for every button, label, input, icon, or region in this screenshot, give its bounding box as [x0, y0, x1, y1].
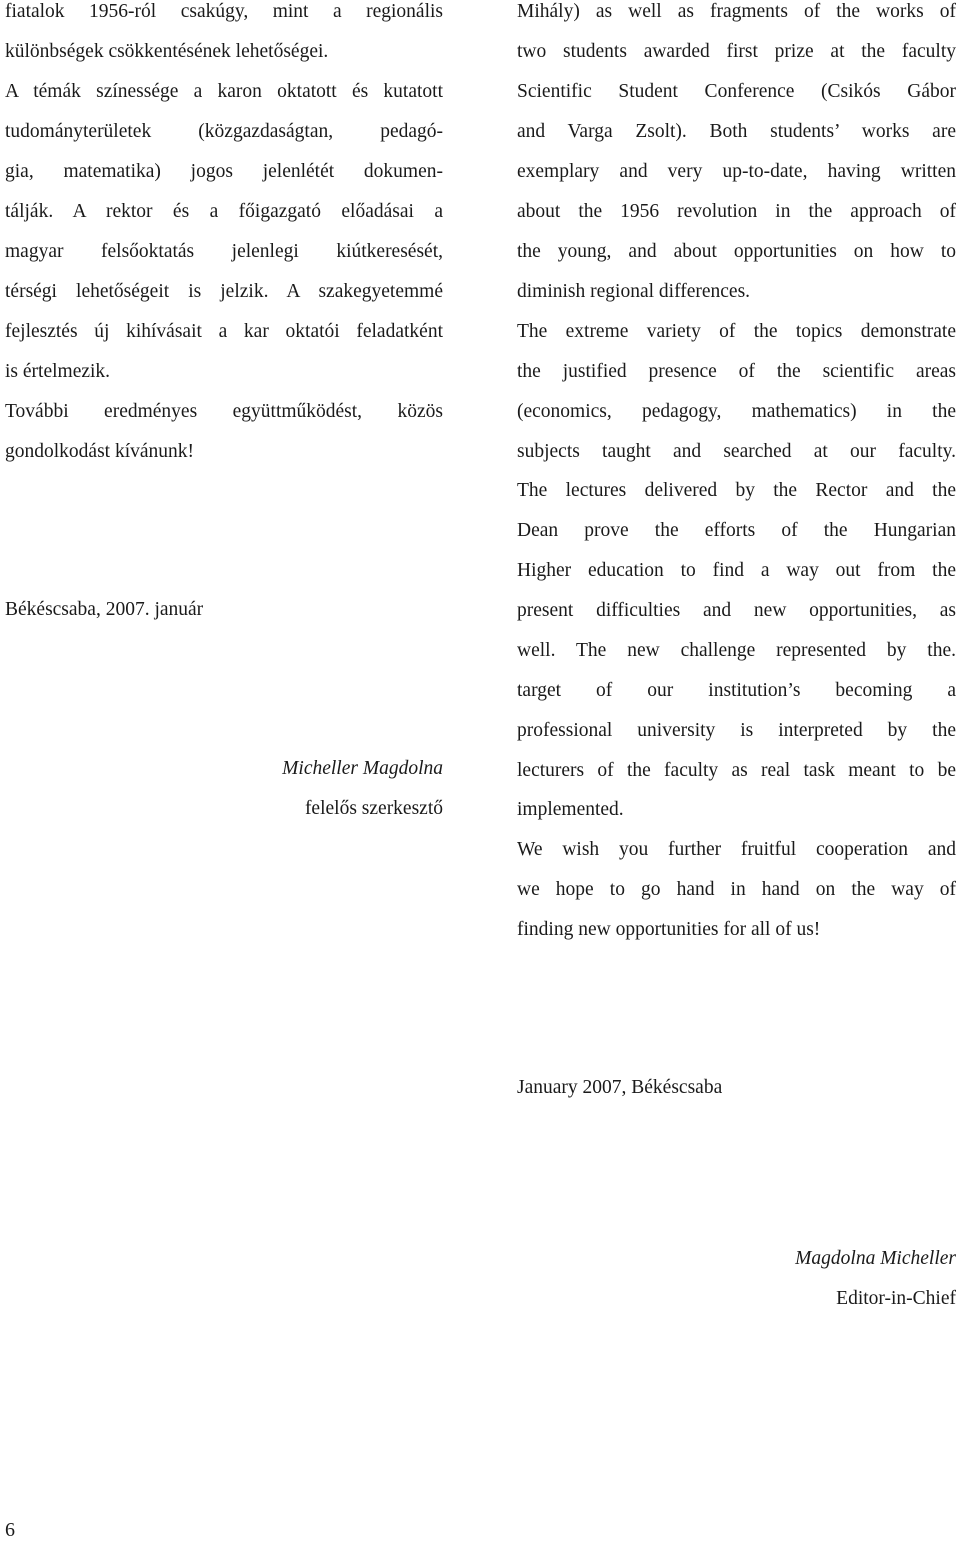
left-line: tudományterületek (közgazdaságtan, pedagó-: [5, 121, 443, 142]
right-line: lecturers of the faculty as real task meant to be: [517, 760, 956, 781]
left-line: fiatalok 1956-ról csakúgy, mint a regionális: [5, 1, 443, 22]
right-line: The lectures delivered by the Rector and the: [517, 480, 956, 501]
left-line: is értelmezik.: [5, 361, 111, 382]
signature-name: Micheller Magdolna: [282, 758, 443, 779]
left-line: tálják. A rektor és a főigazgató előadásai a: [5, 201, 443, 222]
right-line: We wish you further fruitful cooperation and: [517, 839, 956, 860]
left-line: A témák színessége a karon oktatott és kutatott: [5, 81, 443, 102]
right-line: two students awarded first prize at the faculty: [517, 41, 956, 62]
place-date-english: January 2007, Békéscsaba: [517, 1077, 723, 1098]
right-line: The extreme variety of the topics demonstrate: [517, 321, 956, 342]
right-line: and Varga Zsolt). Both students’ works are: [517, 121, 956, 142]
left-line: gondolkodást kívánunk!: [5, 441, 195, 462]
right-line: the young, and about opportunities on how to: [517, 241, 956, 262]
page-number: 6: [5, 1519, 15, 1541]
right-line: target of our institution’s becoming a: [517, 680, 956, 701]
left-line: További eredményes együttműködést, közös: [5, 401, 443, 422]
left-line: térségi lehetőségeit is jelzik. A szakegyetemmé: [5, 281, 443, 302]
left-line: különbségek csökkentésének lehetőségei.: [5, 41, 329, 62]
right-line: Mihály) as well as fragments of the works of: [517, 1, 956, 22]
right-line: professional university is interpreted by the: [517, 720, 956, 741]
left-line: fejlesztés új kihívásait a kar oktatói feladatként: [5, 321, 443, 342]
right-line: finding new opportunities for all of us!: [517, 919, 821, 940]
right-line: (economics, pedagogy, mathematics) in the: [517, 401, 956, 422]
right-line: we hope to go hand in hand on the way of: [517, 879, 956, 900]
right-line: exemplary and very up-to-date, having written: [517, 161, 956, 182]
right-line: present difficulties and new opportunities, as: [517, 600, 956, 621]
place-date: Békéscsaba, 2007. január: [5, 599, 204, 620]
signature-title: felelős szerkesztő: [304, 798, 443, 819]
right-line: diminish regional differences.: [517, 281, 751, 302]
right-line: about the 1956 revolution in the approach of: [517, 201, 956, 222]
left-line: gia, matematika) jogos jelenlétét dokumen-: [5, 161, 443, 182]
right-line: Scientific Student Conference (Csikós Gábor: [517, 81, 956, 102]
signature-name-english: Magdolna Micheller: [795, 1248, 956, 1269]
right-line: well. The new challenge represented by the.: [517, 640, 956, 661]
right-line: Dean prove the efforts of the Hungarian: [517, 520, 956, 541]
right-line: the justified presence of the scientific areas: [517, 361, 956, 382]
right-line: subjects taught and searched at our faculty.: [517, 441, 956, 462]
left-line: magyar felsőoktatás jelenlegi kiútkeresését,: [5, 241, 443, 262]
signature-title-english: Editor-in-Chief: [836, 1288, 956, 1309]
right-line: Higher education to find a way out from the: [517, 560, 956, 581]
right-line: implemented.: [517, 799, 624, 820]
